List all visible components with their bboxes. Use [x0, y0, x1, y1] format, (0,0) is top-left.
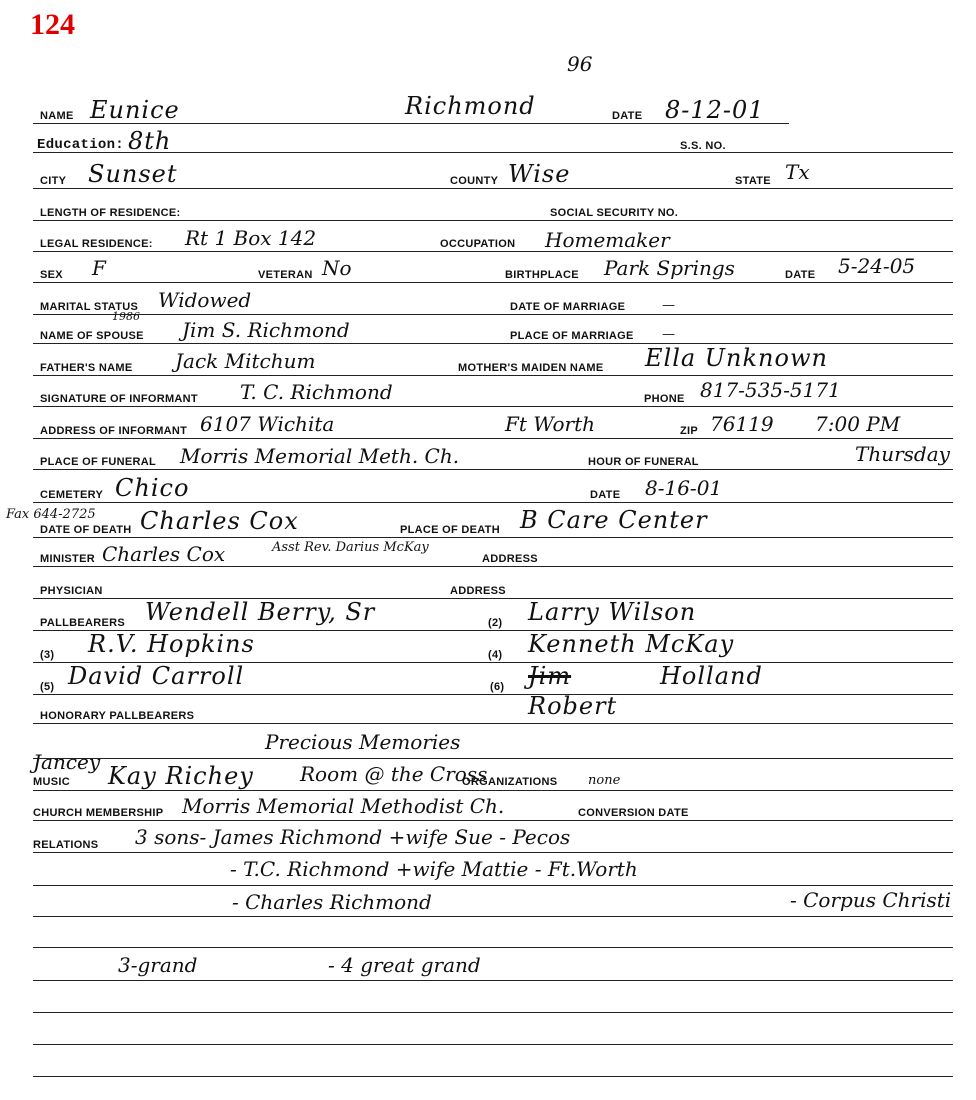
county-label: COUNTY — [450, 175, 499, 187]
mothers-maiden-name-value: Ella Unknown — [645, 344, 828, 372]
place-of-marriage-label: PLACE OF MARRIAGE — [510, 330, 634, 342]
place-of-funeral-value: Morris Memorial Meth. Ch. — [180, 444, 460, 468]
song-2-value: Room @ the Cross — [300, 762, 488, 786]
veteran-label: VETERAN — [258, 269, 313, 281]
length-of-residence-label: LENGTH OF RESIDENCE: — [40, 207, 181, 219]
occupation-value: Homemaker — [545, 228, 670, 252]
top-note: 96 — [567, 52, 593, 76]
sex-label: SEX — [40, 269, 63, 281]
church-membership-value: Morris Memorial Methodist Ch. — [182, 794, 505, 818]
music-performer-value: Kay Richey — [108, 762, 254, 790]
pallbearer-2-label: (2) — [488, 617, 503, 629]
pallbearer-2-value: Larry Wilson — [528, 598, 697, 626]
music-label: MUSIC — [33, 776, 70, 788]
pallbearer-5-label: (5) — [40, 681, 55, 693]
fathers-name-label: FATHER'S NAME — [40, 362, 133, 374]
physician-address-label: ADDRESS — [450, 585, 506, 597]
place-of-funeral-label: PLACE OF FUNERAL — [40, 456, 157, 468]
pallbearers-label: PALLBEARERS — [40, 617, 125, 629]
fax-note: Fax 644-2725 — [6, 507, 96, 522]
line-rel-3 — [33, 916, 953, 917]
first-name-value: Eunice — [90, 96, 180, 124]
birth-date-label: DATE — [785, 269, 816, 281]
phone-value: 817-535-5171 — [700, 378, 841, 402]
marital-status-label: MARITAL STATUS — [40, 301, 139, 313]
spouse-year-note: 1986 — [112, 310, 140, 323]
birth-date-value: 5-24-05 — [838, 254, 916, 278]
line-minister — [33, 566, 953, 567]
legal-residence-value: Rt 1 Box 142 — [185, 226, 317, 250]
song-1-value: Precious Memories — [265, 730, 461, 754]
hour-of-funeral-value: Thursday — [855, 442, 950, 466]
pallbearer-3-label: (3) — [40, 649, 55, 661]
physician-label: PHYSICIAN — [40, 585, 103, 597]
hour-of-funeral-label: HOUR OF FUNERAL — [588, 456, 699, 468]
minister-label: MINISTER — [40, 553, 95, 565]
line-funeral — [33, 469, 953, 470]
relations-line-2: - T.C. Richmond +wife Mattie - Ft.Worth — [230, 857, 638, 881]
funeral-time-value: 7:00 PM — [815, 412, 901, 436]
mothers-maiden-name-label: MOTHER'S MAIDEN NAME — [458, 362, 604, 374]
line-rel-2 — [33, 885, 953, 886]
birthplace-value: Park Springs — [604, 256, 735, 280]
date-label: DATE — [612, 110, 643, 122]
signature-of-informant-label: SIGNATURE OF INFORMANT — [40, 393, 198, 405]
pallbearer-1-value: Wendell Berry, Sr — [145, 598, 376, 626]
pallbearer-5-value: David Carroll — [68, 662, 245, 690]
place-of-death-value: B Care Center — [520, 506, 708, 534]
line-rel-7 — [33, 1044, 953, 1045]
music-left-value: Jancey — [33, 750, 101, 774]
line-blank-1 — [33, 758, 953, 759]
line-length — [33, 220, 953, 221]
line-church — [33, 820, 953, 821]
cemetery-value: Chico — [115, 474, 190, 502]
address-of-informant-label: ADDRESS OF INFORMANT — [40, 425, 188, 437]
occupation-label: OCCUPATION — [440, 238, 516, 250]
relations-label: RELATIONS — [33, 839, 99, 851]
state-value: Tx — [785, 160, 810, 184]
place-of-marriage-value: — — [662, 327, 675, 342]
honorary-pallbearers-label: HONORARY PALLBEARERS — [40, 710, 195, 722]
last-name-value: Richmond — [405, 92, 536, 120]
marital-status-value: Widowed — [158, 288, 252, 312]
education-label: Education: — [37, 137, 125, 153]
fathers-name-value: Jack Mitchum — [175, 349, 316, 373]
date-of-death-note: Charles Cox — [140, 507, 299, 535]
line-honorary — [33, 723, 953, 724]
line-rel-8 — [33, 1076, 953, 1077]
legal-residence-label: LEGAL RESIDENCE: — [40, 238, 153, 250]
pallbearer-6-label: (6) — [490, 681, 505, 693]
minister-address-label: ADDRESS — [482, 553, 538, 565]
relations-line-1: 3 sons- James Richmond +wife Sue - Pecos — [135, 825, 571, 849]
organizations-value: none — [588, 773, 621, 788]
page-number: 124 — [30, 8, 75, 41]
line-sex — [33, 282, 953, 283]
zip-value: 76119 — [710, 412, 774, 436]
church-membership-label: CHURCH MEMBERSHIP — [33, 807, 164, 819]
signature-of-informant-value: T. C. Richmond — [240, 380, 393, 404]
pallbearer-6-struck-value: Jim — [528, 662, 572, 690]
social-security-label: SOCIAL SECURITY NO. — [550, 207, 679, 219]
city-label: CITY — [40, 175, 67, 187]
conversion-date-label: CONVERSION DATE — [578, 807, 689, 819]
pallbearer-4-label: (4) — [488, 649, 503, 661]
address-of-informant-value: 6107 Wichita — [200, 412, 335, 436]
line-music — [33, 790, 953, 791]
name-label: NAME — [40, 110, 74, 122]
cemetery-label: CEMETERY — [40, 489, 104, 501]
place-of-death-label: PLACE OF DEATH — [400, 524, 500, 536]
pallbearer-4-value: Kenneth McKay — [528, 630, 735, 658]
cemetery-date-value: 8-16-01 — [645, 476, 723, 500]
pallbearer-6-value: Holland — [660, 662, 763, 690]
relations-line-3: - Charles Richmond — [232, 890, 432, 914]
county-value: Wise — [508, 160, 571, 188]
name-of-spouse-label: NAME OF SPOUSE — [40, 330, 144, 342]
line-informant — [33, 406, 953, 407]
date-of-death-label: DATE OF DEATH — [40, 524, 132, 536]
assistant-minister-value: Asst Rev. Darius McKay — [272, 540, 429, 555]
birthplace-label: BIRTHPLACE — [505, 269, 579, 281]
minister-value: Charles Cox — [102, 542, 226, 566]
city-value: Sunset — [88, 160, 178, 188]
line-rel-4 — [33, 947, 953, 948]
line-city — [33, 188, 953, 189]
date-value: 8-12-01 — [665, 96, 765, 124]
line-legal — [33, 251, 953, 252]
cemetery-date-label: DATE — [590, 489, 621, 501]
organizations-label: ORGANIZATIONS — [462, 776, 558, 788]
phone-label: PHONE — [644, 393, 685, 405]
veteran-value: No — [322, 256, 352, 280]
line-rel-5 — [33, 980, 953, 981]
line-cemetery — [33, 502, 953, 503]
ss-no-label: S.S. NO. — [680, 140, 726, 152]
state-label: STATE — [735, 175, 771, 187]
sex-value: F — [92, 256, 106, 280]
education-value: 8th — [128, 127, 172, 155]
name-of-spouse-value: Jim S. Richmond — [182, 318, 350, 342]
line-pall-3 — [33, 694, 953, 695]
line-address — [33, 438, 953, 439]
informant-city-value: Ft Worth — [505, 412, 595, 436]
line-marital — [33, 314, 953, 315]
line-death — [33, 537, 953, 538]
pallbearer-6-alt-value: Robert — [528, 692, 618, 720]
relations-line-3-city: - Corpus Christi — [790, 888, 952, 912]
great-grand-children-value: - 4 great grand — [328, 953, 481, 977]
zip-label: ZIP — [680, 425, 699, 437]
date-of-marriage-value: — — [662, 298, 675, 313]
grand-children-value: 3-grand — [118, 953, 198, 977]
line-father — [33, 375, 953, 376]
line-rel-6 — [33, 1012, 953, 1013]
pallbearer-3-value: R.V. Hopkins — [88, 630, 255, 658]
date-of-marriage-label: DATE OF MARRIAGE — [510, 301, 626, 313]
line-relations — [33, 852, 953, 853]
